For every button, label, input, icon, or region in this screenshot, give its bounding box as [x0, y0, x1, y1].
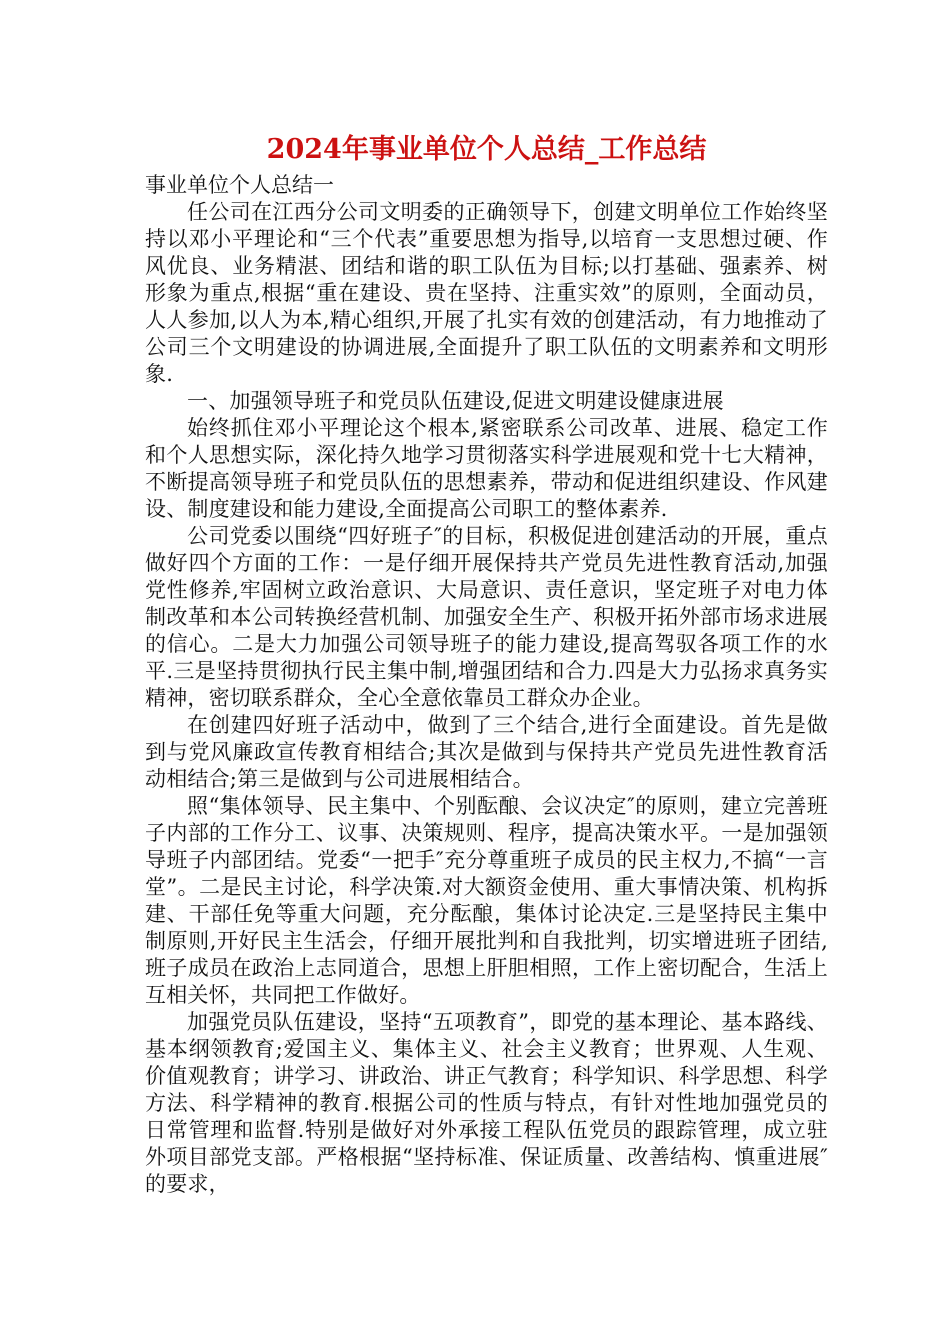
paragraph-4: 在创建四好班子活动中，做到了三个结合,进行全面建设。首先是做到与党风廉政宣传教育相结合;其次是做到与保持共产党员先进性教育活动相结合;第三是做到与公司进展相结合。: [145, 713, 828, 791]
paragraph-2: 始终抓住邓小平理论这个根本,紧密联系公司改革、进展、稳定工作和个人思想实际，深化持久地学习贯彻落实科学进展观和党十七大精神，不断提高领导班子和党员队伍的思想素养，带动和促进组织建设、作风建设、制度建设和能力建设,全面提高公司职工的整体素养.: [145, 416, 828, 521]
document-title: 2024年事业单位个人总结_工作总结: [266, 134, 707, 165]
paragraph-5: 照“集体领导、民主集中、个别酝酿、会议决定″的原则，建立完善班子内部的工作分工、议事、决策规则、程序，提高决策水平。一是加强领导班子内部团结。党委“一把手″充分尊重班子成员的民主权力,不搞“一言堂”。二是民主讨论，科学决策.对大额资金使用、重大事情决策、机构拆建、干部任免等重大问题，充分酝酿，集体讨论决定.三是坚持民主集中制原则,开好民主生活会，仔细开展批判和自我批判，切实增进班子团结,班子成员在政治上志同道合，思想上肝胆相照，工作上密切配合，生活上互相关怀，共同把工作做好。: [145, 794, 828, 1007]
document-page: [145, 130, 828, 1198]
section-heading-1: 一、加强领导班子和党员队伍建设,促进文明建设健康进展: [187, 389, 724, 413]
paragraph-3: 公司党委以围绕“四好班子″的目标，积极促进创建活动的开展，重点做好四个方面的工作：一是仔细开展保持共产党员先进性教育活动,加强党性修养,牢固树立政治意识、大局意识、责任意识，坚定班子对电力体制改革和本公司转换经营机制、加强安全生产、积极开拓外部市场求进展的信心。二是大力加强公司领导班子的能力建设,提高驾驭各项工作的水平.三是坚持贯彻执行民主集中制,增强团结和合力.四是大力弘扬求真务实精神，密切联系群众，全心全意依靠员工群众办企业。: [145, 524, 828, 710]
document-subtitle: 事业单位个人总结一: [145, 173, 334, 197]
paragraph-intro: 任公司在江西分公司文明委的正确领导下，创建文明单位工作始终坚持以邓小平理论和“三个代表”重要思想为指导,以培育一支思想过硬、作风优良、业务精湛、团结和谐的职工队伍为目标;以打基础、强素养、树形象为重点,根据“重在建设、贵在坚持、注重实效”的原则，全面动员，人人参加,以人为本,精心组织,开展了扎实有效的创建活动，有力地推动了公司三个文明建设的协调进展,全面提升了职工队伍的文明素养和文明形象.: [145, 200, 828, 386]
paragraph-6: 加强党员队伍建设，坚持“五项教育”，即党的基本理论、基本路线、基本纲领教育;爱国主义、集体主义、社会主义教育；世界观、人生观、价值观教育；讲学习、讲政治、讲正气教育；科学知识、科学思想、科学方法、科学精神的教育.根据公司的性质与特点，有针对性地加强党员的日常管理和监督.特别是做好对外承接工程队伍党员的跟踪管理，成立驻外项目部党支部。严格根据“坚持标准、保证质量、改善结构、慎重进展″的要求，: [145, 1010, 828, 1196]
